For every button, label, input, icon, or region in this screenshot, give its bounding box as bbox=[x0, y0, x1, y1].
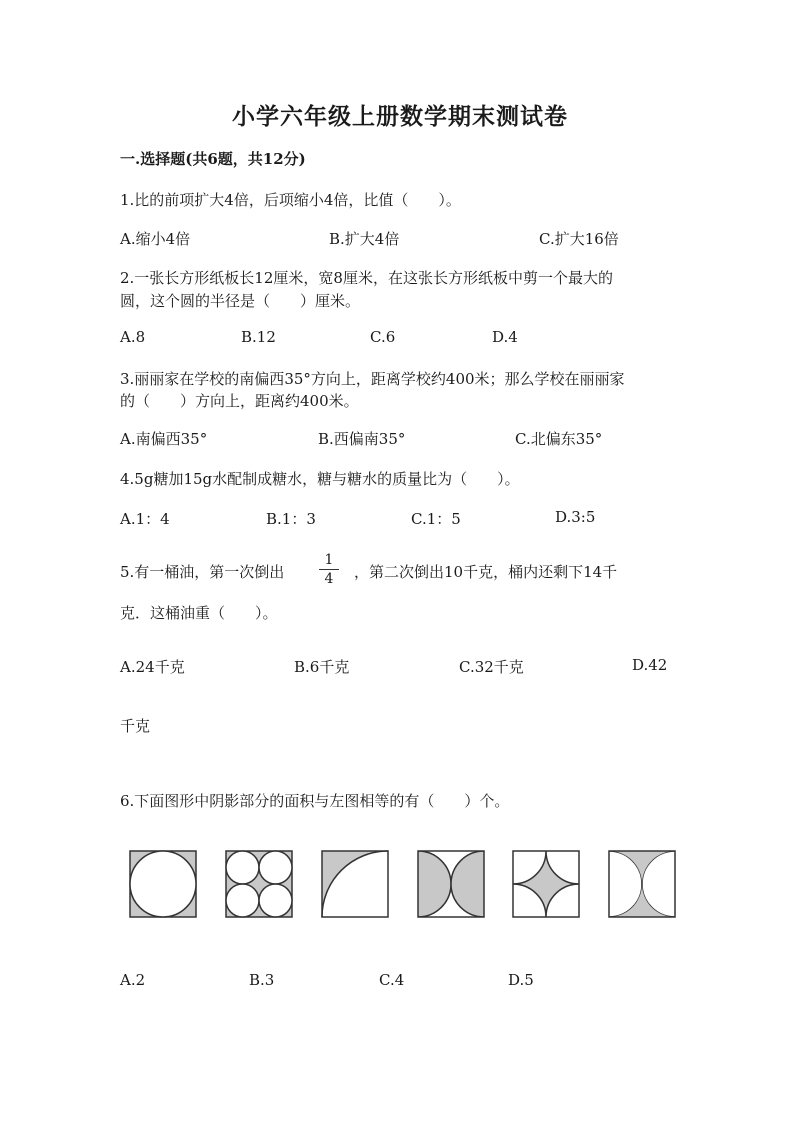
figure-5-corner-quarters bbox=[480, 847, 612, 923]
q3-option-c: C.北偏东35° bbox=[515, 430, 603, 448]
q1-option-b: B.扩大4倍 bbox=[329, 230, 400, 248]
q6-option-a: A.2 bbox=[120, 971, 146, 989]
figure-6-top-bottom-arcs bbox=[576, 851, 676, 917]
fraction-denominator: 4 bbox=[324, 571, 334, 587]
q4-option-d: D.3:5 bbox=[555, 508, 596, 526]
figure-1-square-circle bbox=[130, 851, 196, 917]
question-1: 1.比的前项扩大4倍，后项缩小4倍，比值（ ）。 bbox=[120, 191, 461, 209]
question-3-line-2: 的（ ）方向上，距离约400米。 bbox=[120, 392, 359, 410]
question-2-line-2: 圆，这个圆的半径是（ ）厘米。 bbox=[120, 292, 361, 310]
q4-option-a: A.1：4 bbox=[120, 510, 170, 528]
question-6: 6.下面图形中阴影部分的面积与左图相等的有（ ）个。 bbox=[120, 792, 510, 810]
question-5-part-2: ，第二次倒出10千克，桶内还剩下14千 bbox=[354, 563, 618, 581]
question-4: 4.5g糖加15g水配制成糖水，糖与糖水的质量比为（ ）。 bbox=[120, 470, 520, 488]
question-3-line-1: 3.丽丽家在学校的南偏西35°方向上，距离学校约400米；那么学校在丽丽家 bbox=[120, 370, 625, 388]
q5-option-d-wrap: 千克 bbox=[120, 717, 151, 735]
question-5-line-2: 克．这桶油重（ ）。 bbox=[120, 604, 278, 622]
q4-option-b: B.1：3 bbox=[266, 510, 316, 528]
q3-option-b: B.西偏南35° bbox=[318, 430, 406, 448]
q1-option-a: A.缩小4倍 bbox=[120, 230, 191, 248]
section-heading: 一.选择题(共6题，共12分) bbox=[120, 150, 306, 168]
q4-option-c: C.1：5 bbox=[411, 510, 461, 528]
q3-option-a: A.南偏西35° bbox=[120, 430, 208, 448]
fraction-numerator: 1 bbox=[319, 551, 339, 570]
figure-4-half-circles bbox=[385, 851, 517, 917]
question-5-part-1: 5.有一桶油，第一次倒出 bbox=[120, 563, 285, 581]
q2-option-d: D.4 bbox=[492, 328, 518, 346]
q2-option-a: A.8 bbox=[120, 328, 146, 346]
q6-option-d: D.5 bbox=[508, 971, 534, 989]
figure-2-four-circles bbox=[226, 851, 292, 917]
area-figures bbox=[126, 847, 676, 923]
q2-option-b: B.12 bbox=[241, 328, 276, 346]
fraction-one-quarter bbox=[319, 551, 339, 588]
q5-option-a: A.24千克 bbox=[120, 658, 185, 676]
q5-option-d: D.42 bbox=[632, 656, 668, 674]
q2-option-c: C.6 bbox=[370, 328, 396, 346]
page-title: 小学六年级上册数学期末测试卷 bbox=[232, 103, 568, 130]
q5-option-b: B.6千克 bbox=[294, 658, 350, 676]
q6-option-c: C.4 bbox=[379, 971, 405, 989]
q1-option-c: C.扩大16倍 bbox=[539, 230, 619, 248]
q6-option-b: B.3 bbox=[249, 971, 275, 989]
question-2-line-1: 2.一张长方形纸板长12厘米，宽8厘米，在这张长方形纸板中剪一个最大的 bbox=[120, 269, 613, 287]
q5-option-c: C.32千克 bbox=[459, 658, 524, 676]
